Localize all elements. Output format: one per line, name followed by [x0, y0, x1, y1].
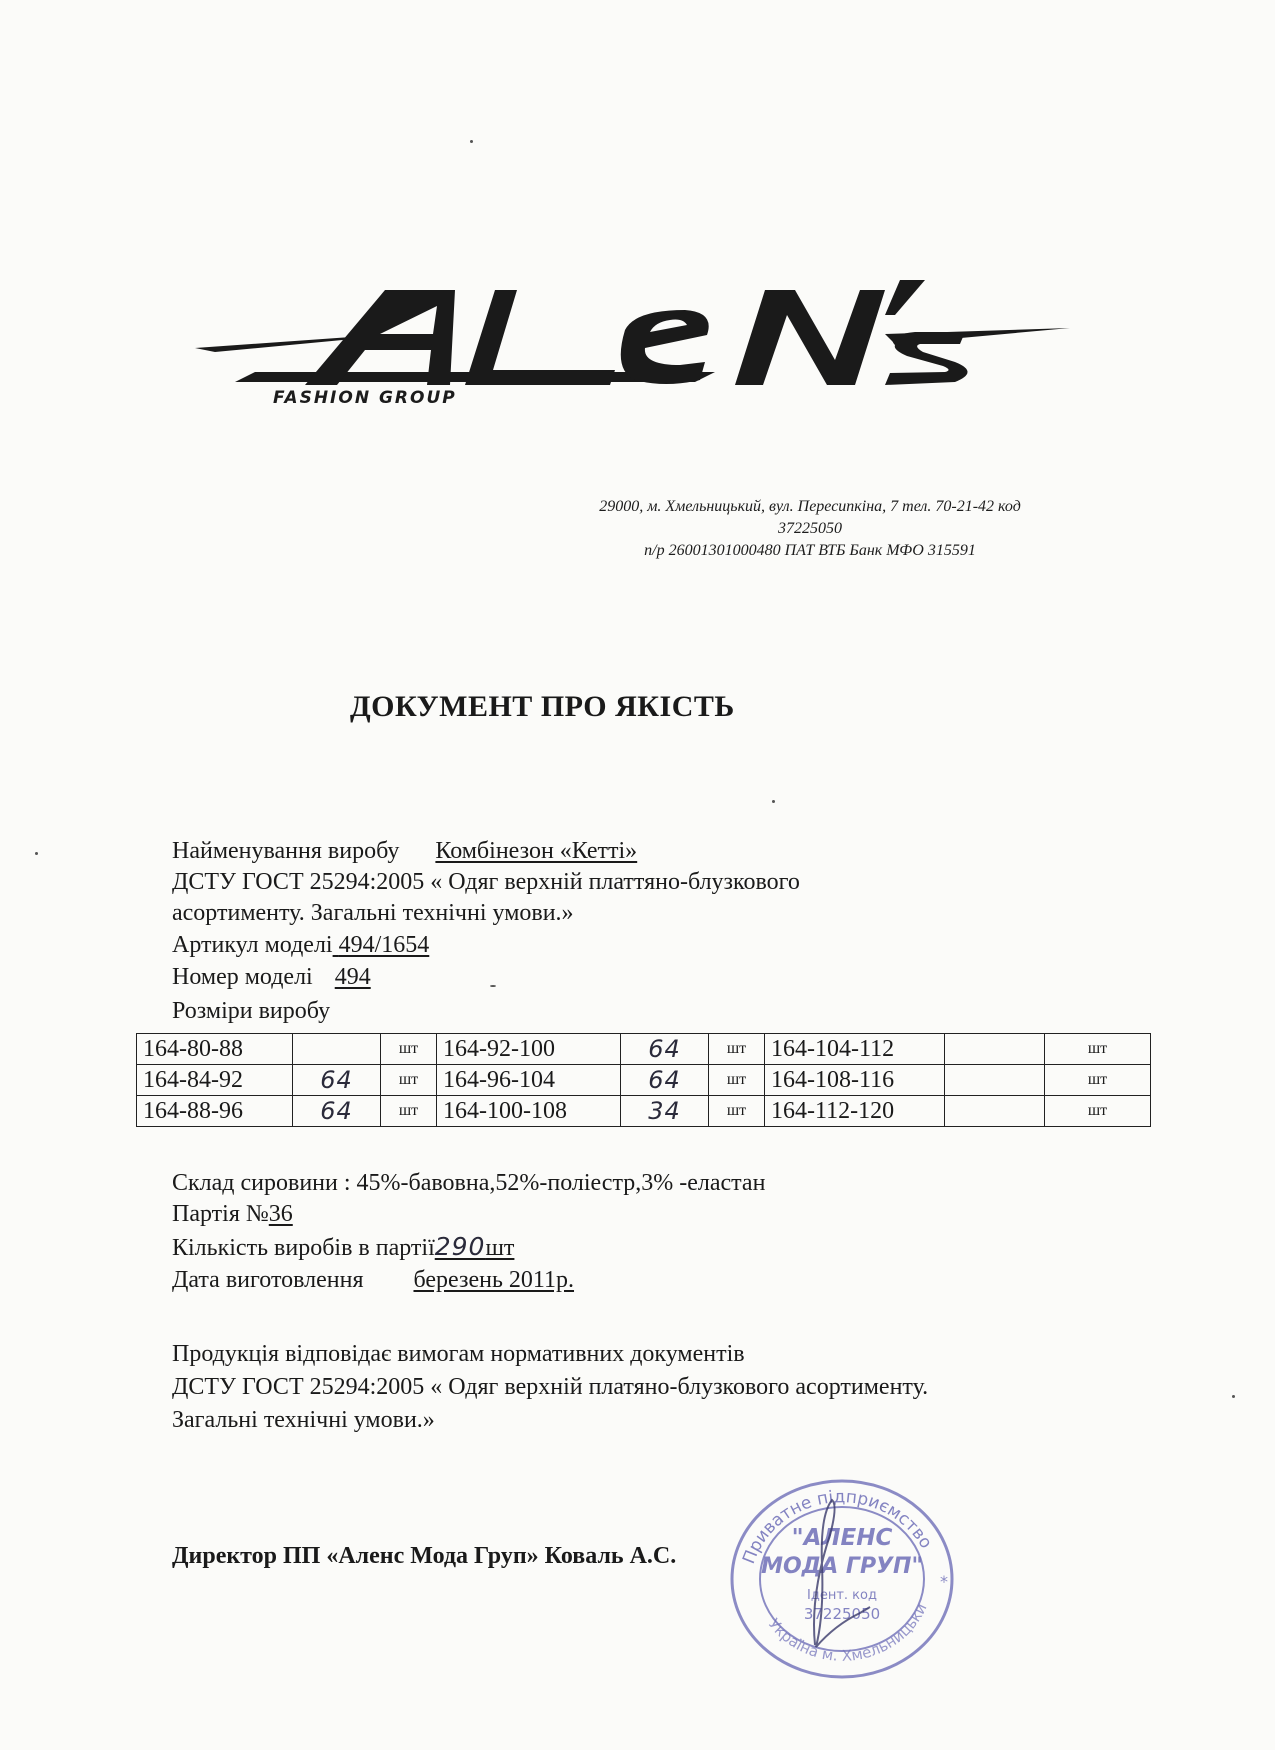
standard-line-1: ДСТУ ГОСТ 25294:2005 « Одяг верхній платтяно-блузкового	[172, 869, 800, 895]
batch-count-row	[172, 1232, 514, 1263]
unit-cell: шт	[1045, 1096, 1151, 1127]
unit-cell: шт	[1045, 1034, 1151, 1065]
unit-cell: шт	[381, 1096, 437, 1127]
quantity-cell: 64	[293, 1065, 381, 1096]
model-value: 494	[334, 964, 371, 990]
batch-value: 36	[268, 1201, 293, 1227]
stamp-bottom-text: Україна м. Хмельницьки	[764, 1600, 931, 1665]
conformity-line-2: ДСТУ ГОСТ 25294:2005 « Одяг верхній платяно-блузкового асортименту.	[172, 1374, 929, 1400]
size-cell: 164-112-120	[765, 1096, 945, 1127]
product-name-value: Комбінезон «Кетті»	[435, 838, 638, 864]
unit-cell: шт	[381, 1034, 437, 1065]
article-value: 494/1654	[338, 932, 430, 958]
unit-cell: шт	[1045, 1065, 1151, 1096]
table-row	[137, 1065, 1151, 1096]
model-row	[172, 962, 371, 992]
bank-details: п/р 26001301000480 ПАТ ВТБ Банк МФО 315591	[644, 542, 976, 559]
unit-cell: шт	[709, 1065, 765, 1096]
manufacture-date-row	[172, 1265, 574, 1295]
company-stamp	[720, 1475, 960, 1680]
stamp-name-2: МОДА ГРУП"	[761, 1554, 923, 1579]
address-line-1: 29000, м. Хмельницький, вул. Пересипкіна, 7 тел. 70-21-42 код	[599, 498, 1021, 515]
sizes-label: Розміри виробу	[172, 998, 331, 1024]
size-cell: 164-80-88	[137, 1034, 293, 1065]
batch-label: Партія №	[172, 1201, 269, 1227]
unit-cell: шт	[381, 1065, 437, 1096]
address-line-2: 37225050	[778, 520, 842, 537]
batch-count-value: 290	[434, 1232, 486, 1261]
product-name-label: Найменування виробу	[172, 838, 400, 864]
stamp-name-1: "АЛЕНС	[791, 1525, 893, 1551]
conformity-line-1: Продукція відповідає вимогам нормативних документів	[172, 1341, 745, 1367]
size-cell: 164-96-104	[437, 1065, 621, 1096]
model-label: Номер моделі	[172, 964, 313, 990]
stamp-code-value: 37225050	[803, 1605, 881, 1623]
composition: Склад сировини : 45%-бавовна,52%-поліестр,3% -еластан	[172, 1170, 766, 1196]
unit-cell: шт	[709, 1096, 765, 1127]
quantity-cell	[945, 1096, 1045, 1127]
size-cell: 164-108-116	[765, 1065, 945, 1096]
quantity-cell: 34	[621, 1096, 709, 1127]
batch-count-label: Кількість виробів в партії	[172, 1235, 435, 1261]
quantity-cell: 64	[621, 1065, 709, 1096]
batch-count-field	[434, 1232, 515, 1261]
quantity-cell	[945, 1065, 1045, 1096]
quantity-cell	[293, 1034, 381, 1065]
table-row	[137, 1096, 1151, 1127]
batch-row	[172, 1199, 293, 1229]
date-value: березень 2011р.	[413, 1267, 575, 1293]
size-cell: 164-104-112	[765, 1034, 945, 1065]
director-signature-line: Директор ПП «Аленс Мода Груп» Коваль А.С.	[172, 1543, 677, 1569]
logo-tagline: FASHION GROUP	[273, 388, 457, 408]
product-name-row	[172, 836, 637, 866]
stamp-code-label: Ідент. код	[807, 1588, 877, 1603]
size-cell: 164-84-92	[137, 1065, 293, 1096]
document-title: ДОКУМЕНТ ПРО ЯКІСТЬ	[350, 690, 735, 723]
table-row	[137, 1034, 1151, 1065]
quantity-cell	[945, 1034, 1045, 1065]
svg-text:*: *	[940, 1572, 948, 1591]
size-cell: 164-92-100	[437, 1034, 621, 1065]
unit-cell: шт	[709, 1034, 765, 1065]
stamp-graphic	[720, 1475, 960, 1680]
size-cell: 164-100-108	[437, 1096, 621, 1127]
quantity-cell: 64	[293, 1096, 381, 1127]
size-cell: 164-88-96	[137, 1096, 293, 1127]
date-label: Дата виготовлення	[172, 1267, 364, 1293]
company-logo	[195, 270, 1075, 420]
article-row	[172, 930, 429, 960]
conformity-line-3: Загальні технічні умови.»	[172, 1407, 435, 1433]
quantity-cell: 64	[621, 1034, 709, 1065]
article-label: Артикул моделі	[172, 932, 333, 958]
standard-line-2: асортименту. Загальні технічні умови.»	[172, 900, 574, 926]
batch-count-unit: шт	[485, 1235, 515, 1261]
stamp-ring-text: Приватне підприємство	[739, 1487, 936, 1567]
company-address	[480, 496, 1140, 562]
size-table	[136, 1033, 1151, 1127]
